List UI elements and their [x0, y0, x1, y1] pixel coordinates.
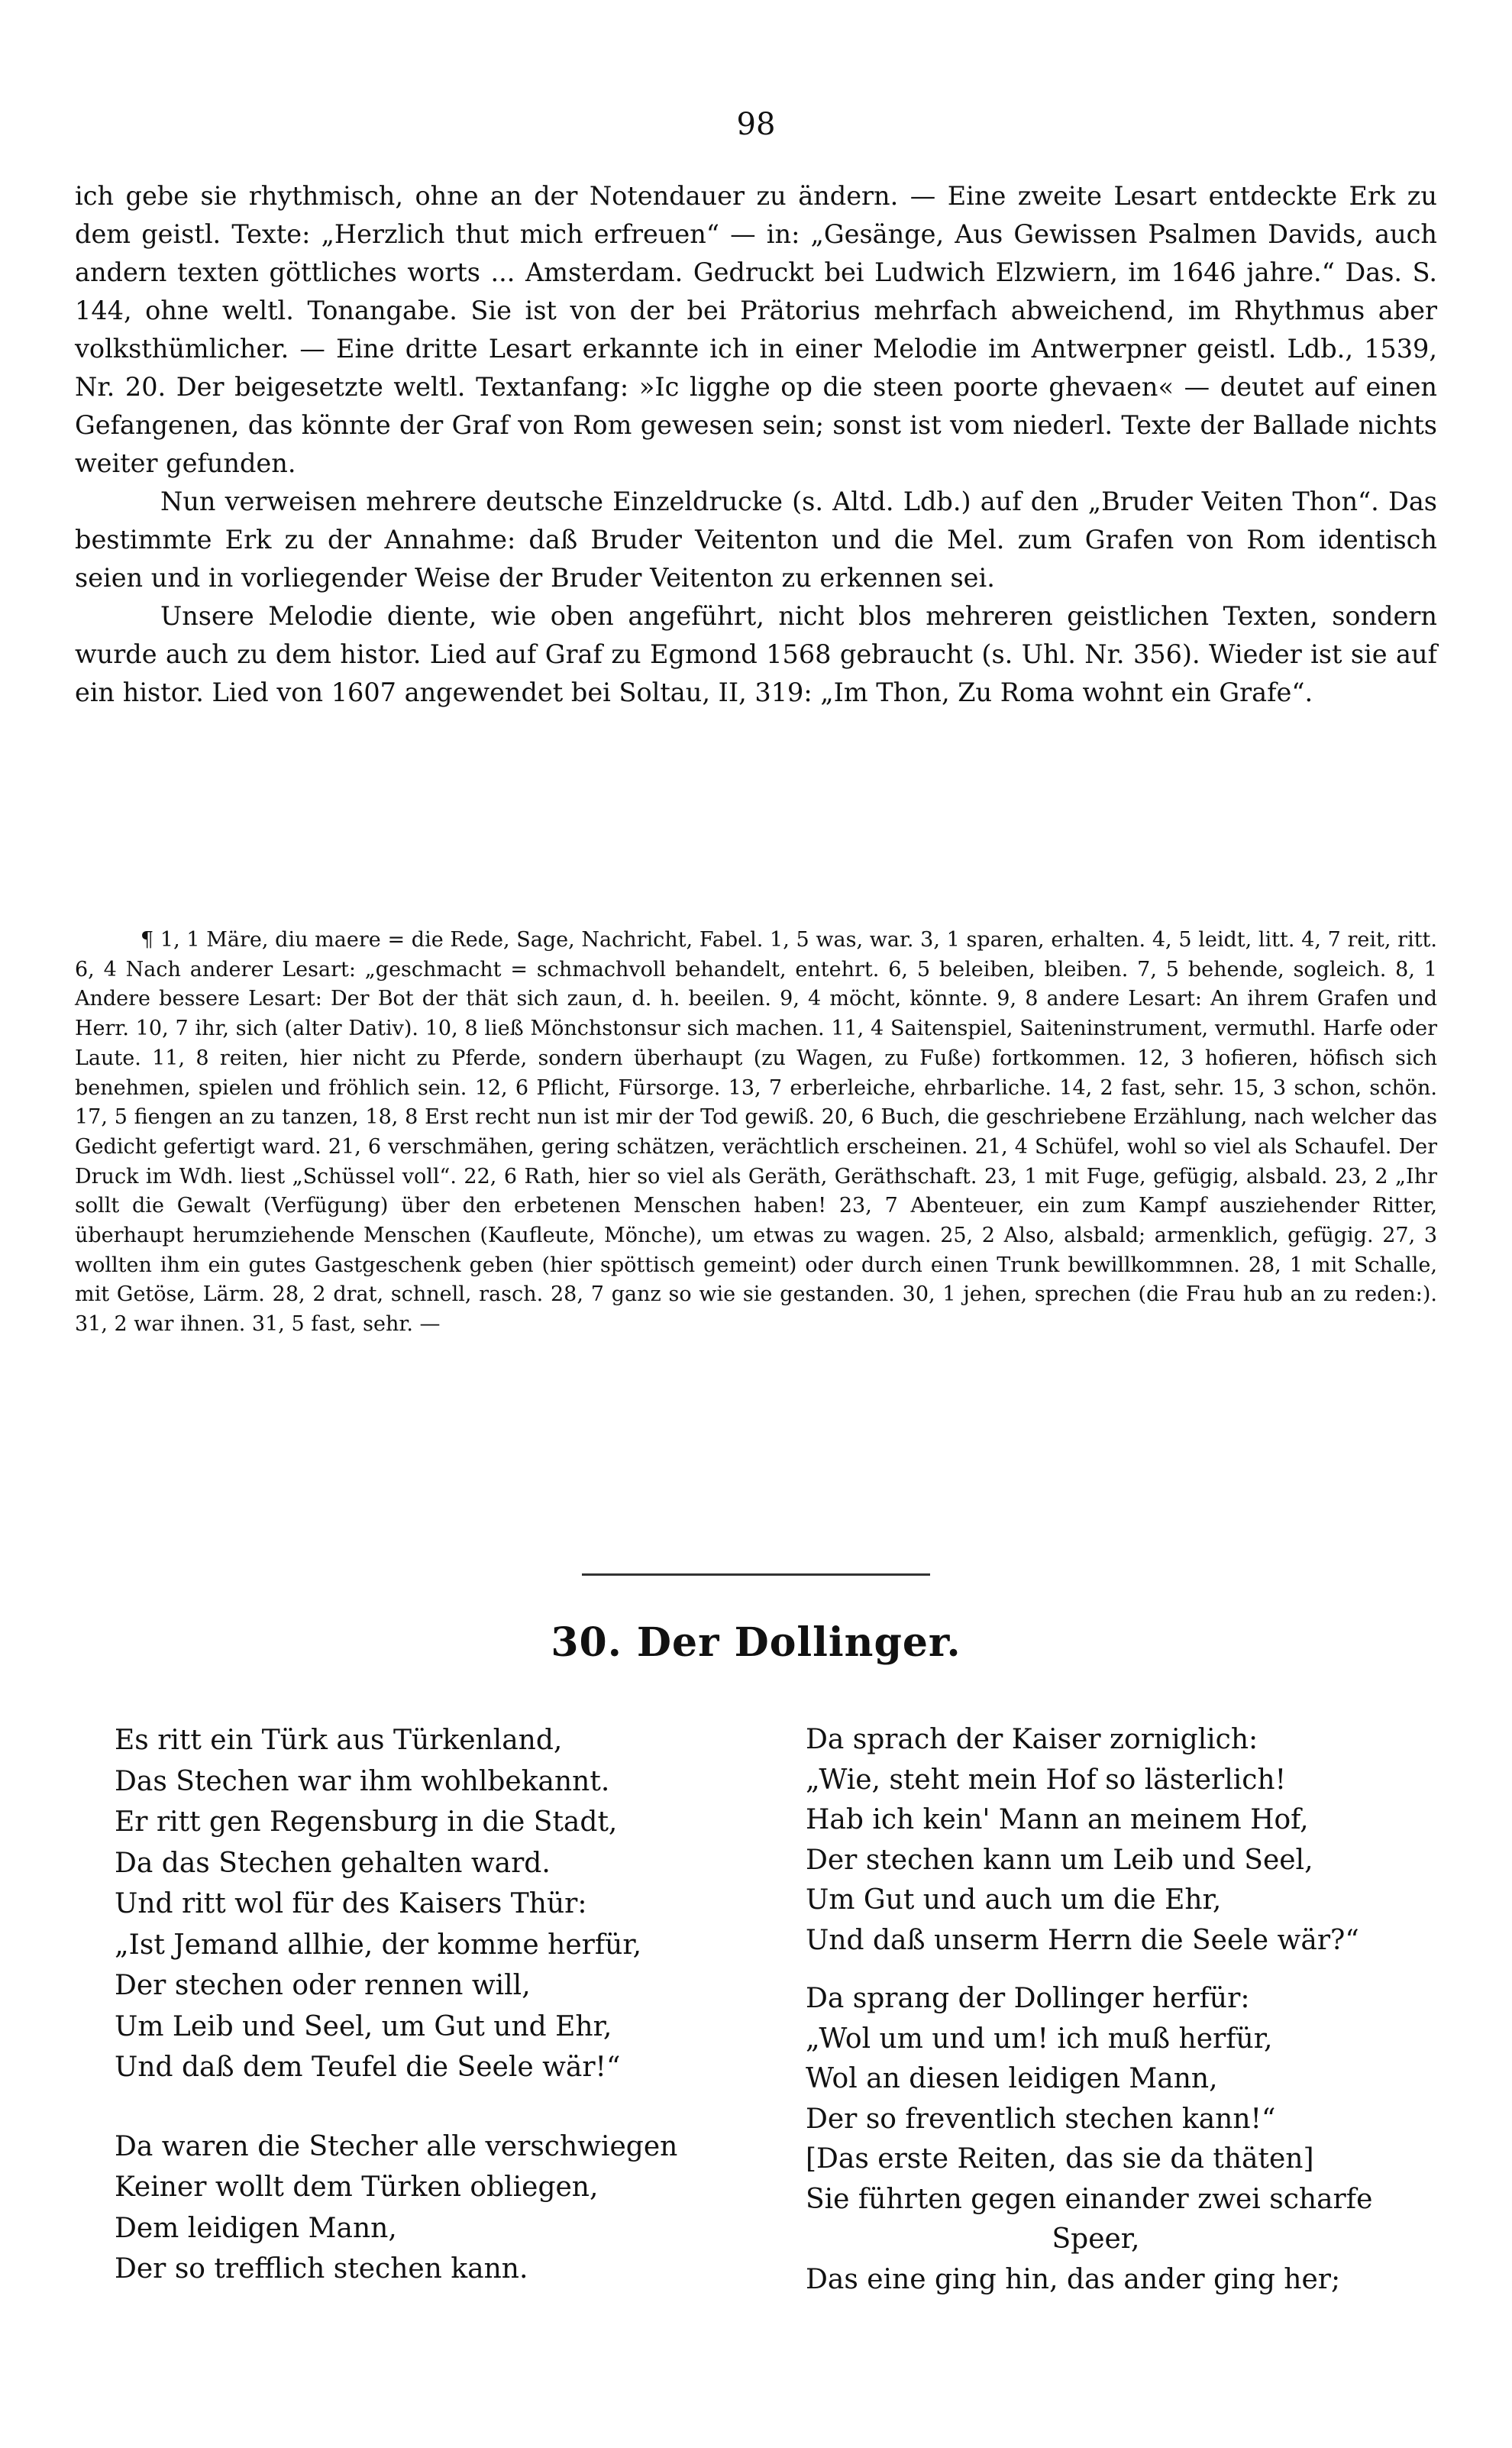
verse-line: Und ritt wol für des Kaisers Thür:: [115, 1888, 587, 1919]
page-number: 98: [736, 107, 776, 142]
commentary-text: [75, 177, 1437, 712]
stanza: [806, 1979, 1432, 2300]
verse-line: Da das Stechen gehalten ward.: [115, 1847, 551, 1879]
verse-line: „Wol um und um! ich muß herfür,: [806, 2023, 1273, 2055]
verse-line: Keiner wollt dem Türken obliegen,: [115, 2172, 599, 2203]
section-divider: [582, 1573, 930, 1576]
verse-line: „Ist Jemand allhie, der komme herfür,: [115, 1929, 642, 1961]
verse-line: Es ritt ein Türk aus Türkenland,: [115, 1725, 563, 1756]
stanza: [115, 2126, 771, 2290]
commentary-paragraph: Unsere Melodie diente, wie oben angeführt, nicht blos mehreren geistlichen Texten, sondern wurde auch zu dem histor. Lied auf Graf zu Egmond 1568 gebraucht (s. Uhl. Nr. 356). Wieder ist sie auf ein histor. Lied von 1607 angewendet bei Soltau, II, 319: „Im Thon, Zu Roma wohnt ein Grafe“.: [75, 601, 1437, 707]
stanza: [115, 1720, 771, 2088]
verse-column-left: [115, 1720, 771, 2290]
verse-line: Der so trefflich stechen kann.: [115, 2253, 528, 2285]
verse-line: Das Stechen war ihm wohlbekannt.: [115, 1765, 610, 1797]
verse-line: Speer,: [1052, 2223, 1140, 2255]
verse-line: Da sprach der Kaiser zorniglich:: [806, 1724, 1258, 1755]
verse-line: [Das erste Reiten, das sie da thäten]: [806, 2143, 1314, 2175]
commentary-paragraph: ich gebe sie rhythmisch, ohne an der Notendauer zu ändern. — Eine zweite Lesart entdeckte Erk zu dem geistl. Texte: „Herzlich thut mich erfreuen“ — in: „Gesänge, Aus Gewissen Psalmen Davids, auch andern texten göttliches worts ... Amsterdam. Gedruckt bei Ludwich Elzwiern, im 1646 jahre.“ Das. S. 144, ohne weltl. Tonangabe. Sie ist von der bei Prätorius mehrfach abweichend, im Rhythmus aber volksthümlicher. — Eine dritte Lesart erkannte ich in einer Melodie im Antwerpner geistl. Ldb., 1539, Nr. 20. Der beigesetzte weltl. Textanfang: »Ic ligghe op die steen poorte ghevaen« — deutet auf einen Gefangenen, das könnte der Graf von Rom gewesen sein; sonst ist vom niederl. Texte der Ballade nichts weiter gefunden.: [75, 181, 1437, 478]
verse-line: Der stechen oder rennen will,: [115, 1970, 531, 2001]
verse-line: Der stechen kann um Leib und Seel,: [806, 1844, 1313, 1876]
verse-line: Und daß unserm Herrn die Seele wär?“: [806, 1924, 1359, 1956]
verse-line: Sie führten gegen einander zwei scharfe: [806, 2183, 1373, 2215]
verse-line: Das eine ging hin, das ander ging her;: [806, 2263, 1341, 2295]
verse-line: Um Gut und auch um die Ehr,: [806, 1884, 1222, 1916]
stanza: [806, 1720, 1432, 1961]
footnotes-text: ¶ 1, 1 Märe, diu maere = die Rede, Sage, Nachricht, Fabel. 1, 5 was, war. 3, 1 sparen, erhalten. 4, 5 leidt, litt. 4, 7 reit, ritt. 6, 4 Nach anderer Lesart: „geschmacht = schmachvoll behandelt, entehrt. 6, 5 beleiben, bleiben. 7, 5 behende, sogleich. 8, 1 Andere bessere Lesart: Der Bot der thät sich zaun, d. h. beeilen. 9, 4 möcht, könnte. 9, 8 andere Lesart: An ihrem Grafen und Herr. 10, 7 ihr, sich (alter Dativ). 10, 8 ließ Mönchstonsur sich machen. 11, 4 Saitenspiel, Saiteninstrument, vermuthl. Harfe oder Laute. 11, 8 reiten, hier nicht zu Pferde, sondern überhaupt (zu Wagen, zu Fuße) fortkommen. 12, 3 hofieren, höfisch sich benehmen, spielen und fröhlich sein. 12, 6 Pflicht, Fürsorge. 13, 7 erberleiche, ehrbarliche. 14, 2 fast, sehr. 15, 3 schon, schön. 17, 5 fiengen an zu tanzen, 18, 8 Erst recht nun ist mir der Tod gewiß. 20, 6 Buch, die geschriebene Erzählung, nach welcher das Gedicht gefertigt ward. 21, 6 verschmähen, gering schätzen, verächtlich erscheinen. 21, 4 Schüfel, wohl so viel als Schaufel. Der Druck im Wdh. liest „Schüssel voll“. 22, 6 Rath, hier so viel als Geräth, Geräthschaft. 23, 1 mit Fuge, gefügig, alsbald. 23, 2 „Ihr sollt die Gewalt (Verfügung) über den erbetenen Menschen haben! 23, 7 Abenteuer, ein zum Kampf ausziehender Ritter, überhaupt herumziehende Menschen (Kaufleute, Mönche), um etwas zu wagen. 25, 2 Also, alsbald; armenklich, gefügig. 27, 3 wollten ihm ein gutes Gastgeschenk geben (hier spöttisch gemeint) oder durch einen Trunk bewillkommnen. 28, 1 mit Schalle, mit Getöse, Lärm. 28, 2 drat, schnell, rasch. 28, 7 ganz so wie sie gestanden. 30, 1 jehen, sprechen (die Frau hub an zu reden:). 31, 2 war ihnen. 31, 5 fast, sehr. —: [75, 928, 1437, 1337]
verse-line: Er ritt gen Regensburg in die Stadt,: [115, 1806, 618, 1838]
verse-column-right: [806, 1720, 1432, 2300]
verse-line: Um Leib und Seel, um Gut und Ehr,: [115, 2010, 612, 2042]
footnotes: [75, 926, 1437, 1340]
verse-line: Da waren die Stecher alle verschwiegen: [115, 2130, 678, 2162]
verse-line: Und daß dem Teufel die Seele wär!“: [115, 2052, 621, 2083]
commentary-paragraph: Nun verweisen mehrere deutsche Einzeldrucke (s. Altd. Ldb.) auf den „Bruder Veiten Thon“. Das bestimmte Erk zu der Annahme: daß Bruder Veitenton und die Mel. zum Grafen von Rom identisch seien und in vorliegender Weise der Bruder Veitenton zu erkennen sei.: [75, 487, 1437, 593]
verse-line: „Wie, steht mein Hof so lästerlich!: [806, 1764, 1287, 1796]
verse-line: Dem leidigen Mann,: [115, 2212, 397, 2244]
verse-line: Wol an diesen leidigen Mann,: [806, 2063, 1218, 2094]
verse-line: Hab ich kein' Mann an meinem Hof,: [806, 1804, 1309, 1835]
verse-line: Der so freventlich stechen kann!“: [806, 2103, 1276, 2135]
verse-line: Da sprang der Dollinger herfür:: [806, 1983, 1250, 2014]
song-title: 30. Der Dollinger.: [551, 1619, 961, 1666]
